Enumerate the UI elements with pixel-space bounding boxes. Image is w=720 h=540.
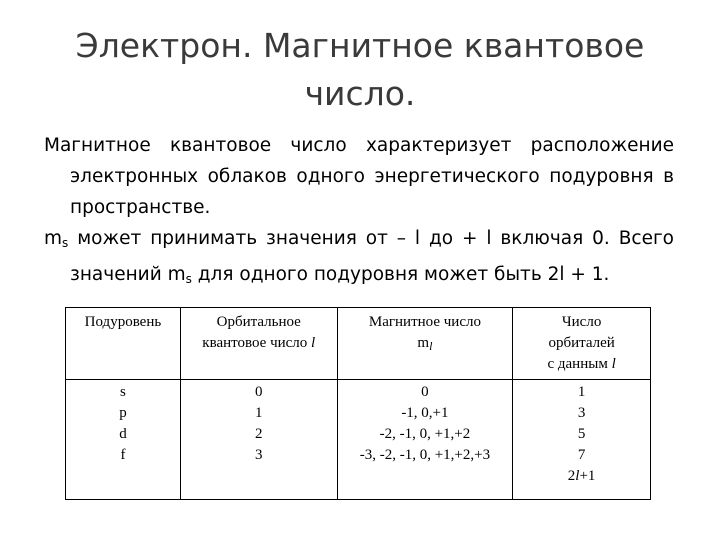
quantum-number-table [65,307,651,500]
table-header-row [66,308,651,380]
header-orbital-number: Орбитальное квантовое число l [180,308,337,380]
orbital-number-cell: 0 1 2 3 [180,380,337,500]
header-magnetic-number: Магнитное число $m_l$ [337,308,513,380]
magnetic-values-cell: 0 -1, 0,+1 -2, -1, 0, +1,+2 -3, -2, -1, 0, +1,+2,+3 [337,380,513,500]
sublevel-cell: s p d f [66,380,181,500]
table-row [66,380,651,500]
slide-body [44,130,674,295]
ms-subscript: s [62,236,69,250]
header-orbital-count: Число орбиталей с данным l [513,308,651,380]
ms-letter: m [44,228,63,249]
orbital-count-cell: 1 3 5 7 2l+1 [513,380,651,500]
ms-text-part: может принимать значения от – l до + l включая 0. Всего значений m [68,228,674,285]
orbital-count-formula: 2l+1 [567,468,596,484]
ms-text-end: для одного подуровня может быть 2l + 1. [191,264,610,285]
ms-subscript-2: s [185,272,192,286]
header-sublevel: Подуровень [66,308,181,380]
title-line-1: Электрон. Магнитное квантовое [75,26,645,65]
paragraph-ms-values [44,223,674,295]
title-line-2: число. [304,74,416,113]
paragraph-description: Магнитное квантовое число характеризует расположение электронных облаков одного энергетического подуровня в пространстве. [44,135,674,218]
slide-title [60,22,660,118]
